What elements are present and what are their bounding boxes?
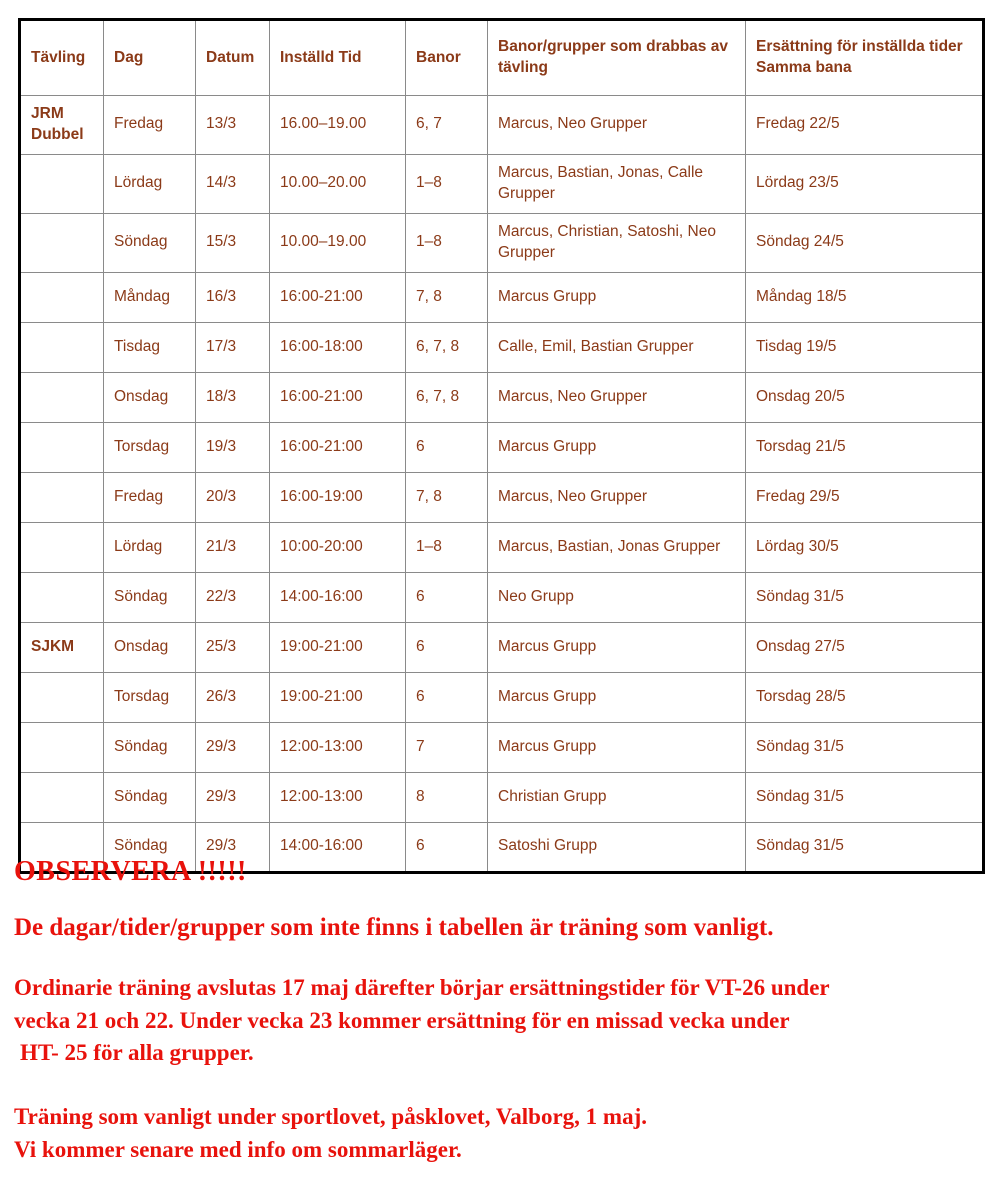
cell-banor: 1–8 — [406, 522, 488, 572]
cell-installd-tid: 16:00-21:00 — [270, 372, 406, 422]
cell-banor-grupper: Marcus, Neo Grupper — [488, 472, 746, 522]
cell-datum: 20/3 — [196, 472, 270, 522]
cell-tavling — [20, 772, 104, 822]
column-header-installd-tid: Inställd Tid — [270, 20, 406, 96]
schedule-table — [18, 18, 985, 874]
cell-datum: 22/3 — [196, 572, 270, 622]
notes-footer-line-1: Träning som vanligt under sportlovet, påsklovet, Valborg, 1 maj. — [14, 1103, 647, 1129]
cell-ersattning: Måndag 18/5 — [746, 272, 984, 322]
cell-banor-grupper: Marcus, Bastian, Jonas, Calle Grupper — [488, 154, 746, 213]
table-header-row — [20, 20, 984, 96]
notes-footer-line-2: Vi kommer senare med info om sommarläger. — [14, 1137, 462, 1163]
notes-paragraph-line-3: HT- 25 för alla grupper. — [20, 1040, 254, 1066]
cell-installd-tid: 14:00-16:00 — [270, 572, 406, 622]
schedule-table-container — [18, 18, 982, 874]
cell-banor-grupper: Calle, Emil, Bastian Grupper — [488, 322, 746, 372]
cell-installd-tid: 14:00-16:00 — [270, 822, 406, 872]
cell-ersattning: Lördag 30/5 — [746, 522, 984, 572]
notes-paragraph-line-1: Ordinarie träning avslutas 17 maj därefter börjar ersättningstider för VT-26 under — [14, 975, 830, 1000]
cell-tavling: SJKM — [20, 622, 104, 672]
table-row — [20, 422, 984, 472]
cell-ersattning: Söndag 31/5 — [746, 722, 984, 772]
cell-banor: 8 — [406, 772, 488, 822]
cell-banor: 6 — [406, 822, 488, 872]
cell-datum: 18/3 — [196, 372, 270, 422]
table-row — [20, 622, 984, 672]
column-header-ersattning-line2: Samma bana — [756, 59, 852, 76]
table-row — [20, 522, 984, 572]
cell-banor-grupper: Marcus Grupp — [488, 672, 746, 722]
table-row — [20, 572, 984, 622]
cell-banor-grupper: Satoshi Grupp — [488, 822, 746, 872]
cell-dag: Söndag — [104, 572, 196, 622]
cell-tavling — [20, 722, 104, 772]
cell-ersattning: Söndag 31/5 — [746, 772, 984, 822]
column-header-datum: Datum — [196, 20, 270, 96]
cell-ersattning: Fredag 29/5 — [746, 472, 984, 522]
cell-dag: Torsdag — [104, 672, 196, 722]
cell-dag: Onsdag — [104, 622, 196, 672]
cell-installd-tid: 16:00-21:00 — [270, 272, 406, 322]
cell-banor-grupper: Marcus Grupp — [488, 272, 746, 322]
cell-banor-grupper: Christian Grupp — [488, 772, 746, 822]
cell-datum: 17/3 — [196, 322, 270, 372]
cell-ersattning: Söndag 24/5 — [746, 213, 984, 272]
cell-installd-tid: 16:00-21:00 — [270, 422, 406, 472]
cell-datum: 29/3 — [196, 772, 270, 822]
table-row — [20, 322, 984, 372]
cell-banor: 1–8 — [406, 213, 488, 272]
cell-banor: 6, 7 — [406, 96, 488, 155]
cell-banor: 6 — [406, 572, 488, 622]
cell-dag: Fredag — [104, 96, 196, 155]
cell-tavling — [20, 322, 104, 372]
cell-ersattning: Torsdag 21/5 — [746, 422, 984, 472]
cell-installd-tid: 12:00-13:00 — [270, 772, 406, 822]
cell-datum: 19/3 — [196, 422, 270, 472]
cell-dag: Söndag — [104, 772, 196, 822]
cell-banor: 6, 7, 8 — [406, 372, 488, 422]
cell-datum: 26/3 — [196, 672, 270, 722]
cell-installd-tid: 16:00-19:00 — [270, 472, 406, 522]
cell-tavling — [20, 372, 104, 422]
cell-dag: Fredag — [104, 472, 196, 522]
cell-ersattning: Söndag 31/5 — [746, 572, 984, 622]
notes-paragraph — [14, 972, 984, 1070]
cell-banor-grupper: Marcus, Bastian, Jonas Grupper — [488, 522, 746, 572]
cell-dag: Lördag — [104, 154, 196, 213]
cell-installd-tid: 16.00–19.00 — [270, 96, 406, 155]
cell-datum: 25/3 — [196, 622, 270, 672]
column-header-tavling: Tävling — [20, 20, 104, 96]
cell-banor-grupper: Neo Grupp — [488, 572, 746, 622]
cell-ersattning: Lördag 23/5 — [746, 154, 984, 213]
table-row — [20, 722, 984, 772]
table-body — [20, 96, 984, 873]
cell-banor: 7, 8 — [406, 272, 488, 322]
cell-dag: Lördag — [104, 522, 196, 572]
table-row — [20, 472, 984, 522]
cell-ersattning: Fredag 22/5 — [746, 96, 984, 155]
table-header — [20, 20, 984, 96]
notes-section — [14, 856, 984, 1167]
cell-ersattning: Söndag 31/5 — [746, 822, 984, 872]
cell-datum: 15/3 — [196, 213, 270, 272]
cell-ersattning: Onsdag 20/5 — [746, 372, 984, 422]
cell-dag: Måndag — [104, 272, 196, 322]
cell-datum: 29/3 — [196, 822, 270, 872]
cell-tavling — [20, 154, 104, 213]
cell-banor: 7, 8 — [406, 472, 488, 522]
cell-banor-grupper: Marcus, Christian, Satoshi, Neo Grupper — [488, 213, 746, 272]
cell-tavling — [20, 572, 104, 622]
cell-banor-grupper: Marcus, Neo Grupper — [488, 372, 746, 422]
cell-installd-tid: 10.00–19.00 — [270, 213, 406, 272]
table-row — [20, 272, 984, 322]
cell-tavling — [20, 672, 104, 722]
notes-paragraph-line-2: vecka 21 och 22. Under vecka 23 kommer ersättning för en missad vecka under — [14, 1007, 790, 1033]
cell-ersattning: Torsdag 28/5 — [746, 672, 984, 722]
cell-tavling — [20, 213, 104, 272]
cell-tavling — [20, 272, 104, 322]
cell-banor-grupper: Marcus Grupp — [488, 422, 746, 472]
cell-banor-grupper: Marcus Grupp — [488, 722, 746, 772]
cell-installd-tid: 10:00-20:00 — [270, 522, 406, 572]
cell-banor: 6 — [406, 622, 488, 672]
column-header-ersattning-line1: Ersättning för inställda tider — [756, 38, 963, 56]
table-row — [20, 372, 984, 422]
table-row — [20, 213, 984, 272]
notes-heading: OBSERVERA !!!!! — [14, 856, 247, 887]
cell-banor: 6 — [406, 672, 488, 722]
cell-dag: Torsdag — [104, 422, 196, 472]
table-row — [20, 672, 984, 722]
column-header-dag: Dag — [104, 20, 196, 96]
cell-dag: Söndag — [104, 213, 196, 272]
column-header-ersattning — [746, 20, 984, 96]
cell-installd-tid: 19:00-21:00 — [270, 622, 406, 672]
cell-ersattning: Onsdag 27/5 — [746, 622, 984, 672]
table-row — [20, 154, 984, 213]
cell-datum: 13/3 — [196, 96, 270, 155]
cell-banor-grupper: Marcus, Neo Grupper — [488, 96, 746, 155]
cell-tavling — [20, 522, 104, 572]
cell-dag: Onsdag — [104, 372, 196, 422]
cell-installd-tid: 10.00–20.00 — [270, 154, 406, 213]
cell-banor: 6, 7, 8 — [406, 322, 488, 372]
cell-banor: 6 — [406, 422, 488, 472]
cell-banor-grupper: Marcus Grupp — [488, 622, 746, 672]
cell-datum: 16/3 — [196, 272, 270, 322]
table-row — [20, 96, 984, 155]
cell-tavling — [20, 422, 104, 472]
cell-datum: 14/3 — [196, 154, 270, 213]
cell-dag: Tisdag — [104, 322, 196, 372]
cell-datum: 29/3 — [196, 722, 270, 772]
cell-ersattning: Tisdag 19/5 — [746, 322, 984, 372]
notes-footer — [14, 1100, 984, 1167]
cell-dag: Söndag — [104, 822, 196, 872]
cell-installd-tid: 19:00-21:00 — [270, 672, 406, 722]
cell-banor: 1–8 — [406, 154, 488, 213]
cell-tavling: JRM Dubbel — [20, 96, 104, 155]
notes-lead: De dagar/tider/grupper som inte finns i tabellen är träning som vanligt. — [14, 914, 774, 941]
cell-tavling — [20, 472, 104, 522]
cell-banor: 7 — [406, 722, 488, 772]
column-header-banor-grupper: Banor/grupper som drabbas av tävling — [488, 20, 746, 96]
column-header-banor: Banor — [406, 20, 488, 96]
cell-datum: 21/3 — [196, 522, 270, 572]
cell-dag: Söndag — [104, 722, 196, 772]
cell-installd-tid: 12:00-13:00 — [270, 722, 406, 772]
table-row — [20, 772, 984, 822]
cell-installd-tid: 16:00-18:00 — [270, 322, 406, 372]
